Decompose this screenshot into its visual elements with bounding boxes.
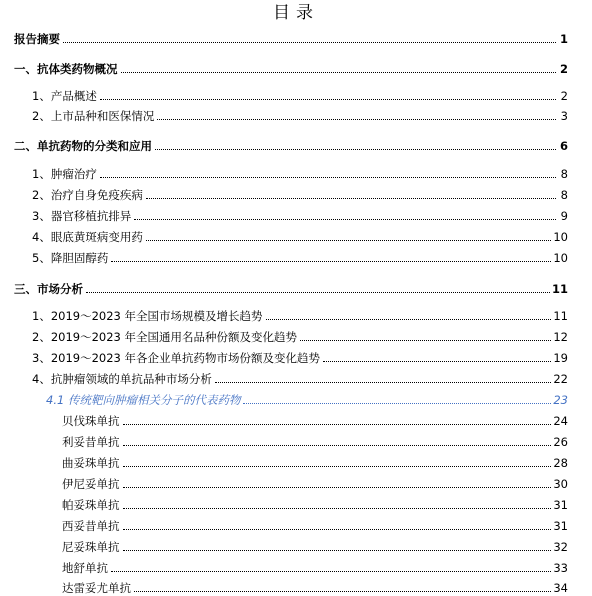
toc-entry-page: 1 — [559, 32, 568, 46]
toc-entry-2-4[interactable] — [32, 229, 568, 245]
toc-leader — [100, 99, 556, 100]
toc-entry-page: 9 — [560, 209, 568, 223]
toc-entry-page: 12 — [553, 330, 568, 344]
toc-entry-page: 10 — [553, 251, 568, 265]
toc-entry-page: 28 — [553, 456, 568, 470]
toc-entry-page: 3 — [560, 109, 568, 123]
toc-entry-label: 报告摘要 — [14, 32, 60, 46]
toc-entry-label: 尼妥珠单抗 — [62, 540, 120, 554]
toc-entry-2-5[interactable] — [32, 250, 568, 266]
toc-entry-summary[interactable] — [14, 31, 568, 47]
toc-leader — [134, 591, 551, 592]
toc-entry-drug[interactable] — [62, 580, 568, 596]
toc-entry-3-3[interactable] — [32, 350, 568, 366]
toc-entry-3-4[interactable] — [32, 371, 568, 387]
toc-leader — [155, 149, 556, 150]
toc-leader — [111, 571, 551, 572]
toc-entry-page: 10 — [553, 230, 568, 244]
toc-entry-label: 3、器官移植抗排异 — [32, 209, 132, 223]
toc-entry-label: 地舒单抗 — [62, 561, 108, 575]
toc-entry-page: 31 — [553, 498, 568, 512]
toc-leader — [123, 529, 552, 530]
page-title: 目录 — [273, 3, 319, 23]
toc-entry-3-4-1[interactable] — [46, 392, 568, 408]
toc-entry-page: 19 — [553, 351, 568, 365]
toc-entry-page: 2 — [560, 89, 568, 103]
toc-entry-label: 1、产品概述 — [32, 89, 97, 103]
toc-leader — [123, 466, 552, 467]
toc-entry-label: 曲妥珠单抗 — [62, 456, 120, 470]
toc-leader — [134, 219, 556, 220]
toc-leader — [111, 261, 551, 262]
toc-leader — [157, 119, 556, 120]
toc-entry-label: 西妥昔单抗 — [62, 519, 120, 533]
toc-entry-section-1[interactable] — [14, 61, 568, 77]
toc-leader — [300, 340, 551, 341]
toc-leader — [146, 198, 556, 199]
toc-entry-drug[interactable] — [62, 539, 568, 555]
toc-leader — [63, 42, 556, 43]
toc-entry-1-2[interactable] — [32, 108, 568, 124]
toc-entry-2-2[interactable] — [32, 187, 568, 203]
toc-entry-page: 8 — [560, 188, 568, 202]
toc-entry-label: 达雷妥尤单抗 — [62, 581, 131, 595]
toc-entry-label: 2、2019～2023 年全国通用名品种份额及变化趋势 — [32, 330, 298, 344]
toc-entry-label: 2、治疗自身免疫疾病 — [32, 188, 143, 202]
toc-entry-1-1[interactable] — [32, 88, 568, 104]
toc-entry-label: 一、抗体类药物概况 — [14, 62, 118, 76]
toc-entry-page: 23 — [553, 393, 568, 407]
toc-entry-label: 4、抗肿瘤领域的单抗品种市场分析 — [32, 372, 212, 386]
toc-entry-drug[interactable] — [62, 497, 568, 513]
toc-entry-page: 26 — [553, 435, 568, 449]
toc-entry-drug[interactable] — [62, 560, 568, 576]
toc-leader — [266, 319, 552, 320]
toc-entry-label: 帕妥珠单抗 — [62, 498, 120, 512]
toc-entry-label: 3、2019～2023 年各企业单抗药物市场份额及变化趋势 — [32, 351, 321, 365]
toc-entry-page: 33 — [553, 561, 568, 575]
toc-entry-label: 利妥昔单抗 — [62, 435, 120, 449]
toc-entry-page: 32 — [553, 540, 568, 554]
toc-leader — [123, 445, 552, 446]
toc-entry-drug[interactable] — [62, 455, 568, 471]
toc-leader — [123, 424, 552, 425]
toc-entry-drug[interactable] — [62, 434, 568, 450]
toc-entry-page: 11 — [551, 282, 568, 296]
toc-entry-page: 30 — [553, 477, 568, 491]
toc-leader — [123, 508, 552, 509]
toc-entry-page: 11 — [553, 309, 568, 323]
toc-leader — [123, 487, 552, 488]
toc-entry-2-3[interactable] — [32, 208, 568, 224]
toc-entry-3-2[interactable] — [32, 329, 568, 345]
toc-entry-page: 2 — [559, 62, 568, 76]
toc-entry-section-2[interactable] — [14, 138, 568, 154]
toc-entry-label: 4.1 传统靶向肿瘤相关分子的代表药物 — [46, 393, 241, 407]
toc-leader — [146, 240, 552, 241]
toc-entry-label: 2、上市品种和医保情况 — [32, 109, 155, 123]
toc-leader — [100, 177, 556, 178]
toc-entry-label: 4、眼底黄斑病变用药 — [32, 230, 143, 244]
toc-entry-2-1[interactable] — [32, 166, 568, 182]
toc-entry-label: 二、单抗药物的分类和应用 — [14, 139, 152, 153]
toc-entry-drug[interactable] — [62, 476, 568, 492]
toc-leader — [86, 292, 550, 293]
toc-entry-label: 1、肿瘤治疗 — [32, 167, 97, 181]
toc-entry-page: 34 — [553, 581, 568, 595]
toc-entry-drug[interactable] — [62, 413, 568, 429]
toc-entry-label: 伊尼妥单抗 — [62, 477, 120, 491]
toc-entry-3-1[interactable] — [32, 308, 568, 324]
toc-entry-page: 22 — [553, 372, 568, 386]
toc-entry-label: 5、降胆固醇药 — [32, 251, 109, 265]
toc-leader — [123, 550, 552, 551]
toc-entry-label: 1、2019～2023 年全国市场规模及增长趋势 — [32, 309, 263, 323]
toc-entry-section-3[interactable] — [14, 281, 568, 297]
toc-entry-label: 三、市场分析 — [14, 282, 83, 296]
toc-leader — [121, 72, 557, 73]
toc-entry-page: 31 — [553, 519, 568, 533]
toc-entry-page: 6 — [559, 139, 568, 153]
toc-entry-page: 8 — [560, 167, 568, 181]
toc-leader — [323, 361, 551, 362]
toc-leader — [243, 403, 551, 404]
toc-entry-page: 24 — [553, 414, 568, 428]
toc-entry-label: 贝伐珠单抗 — [62, 414, 120, 428]
toc-entry-drug[interactable] — [62, 518, 568, 534]
toc-leader — [215, 382, 552, 383]
